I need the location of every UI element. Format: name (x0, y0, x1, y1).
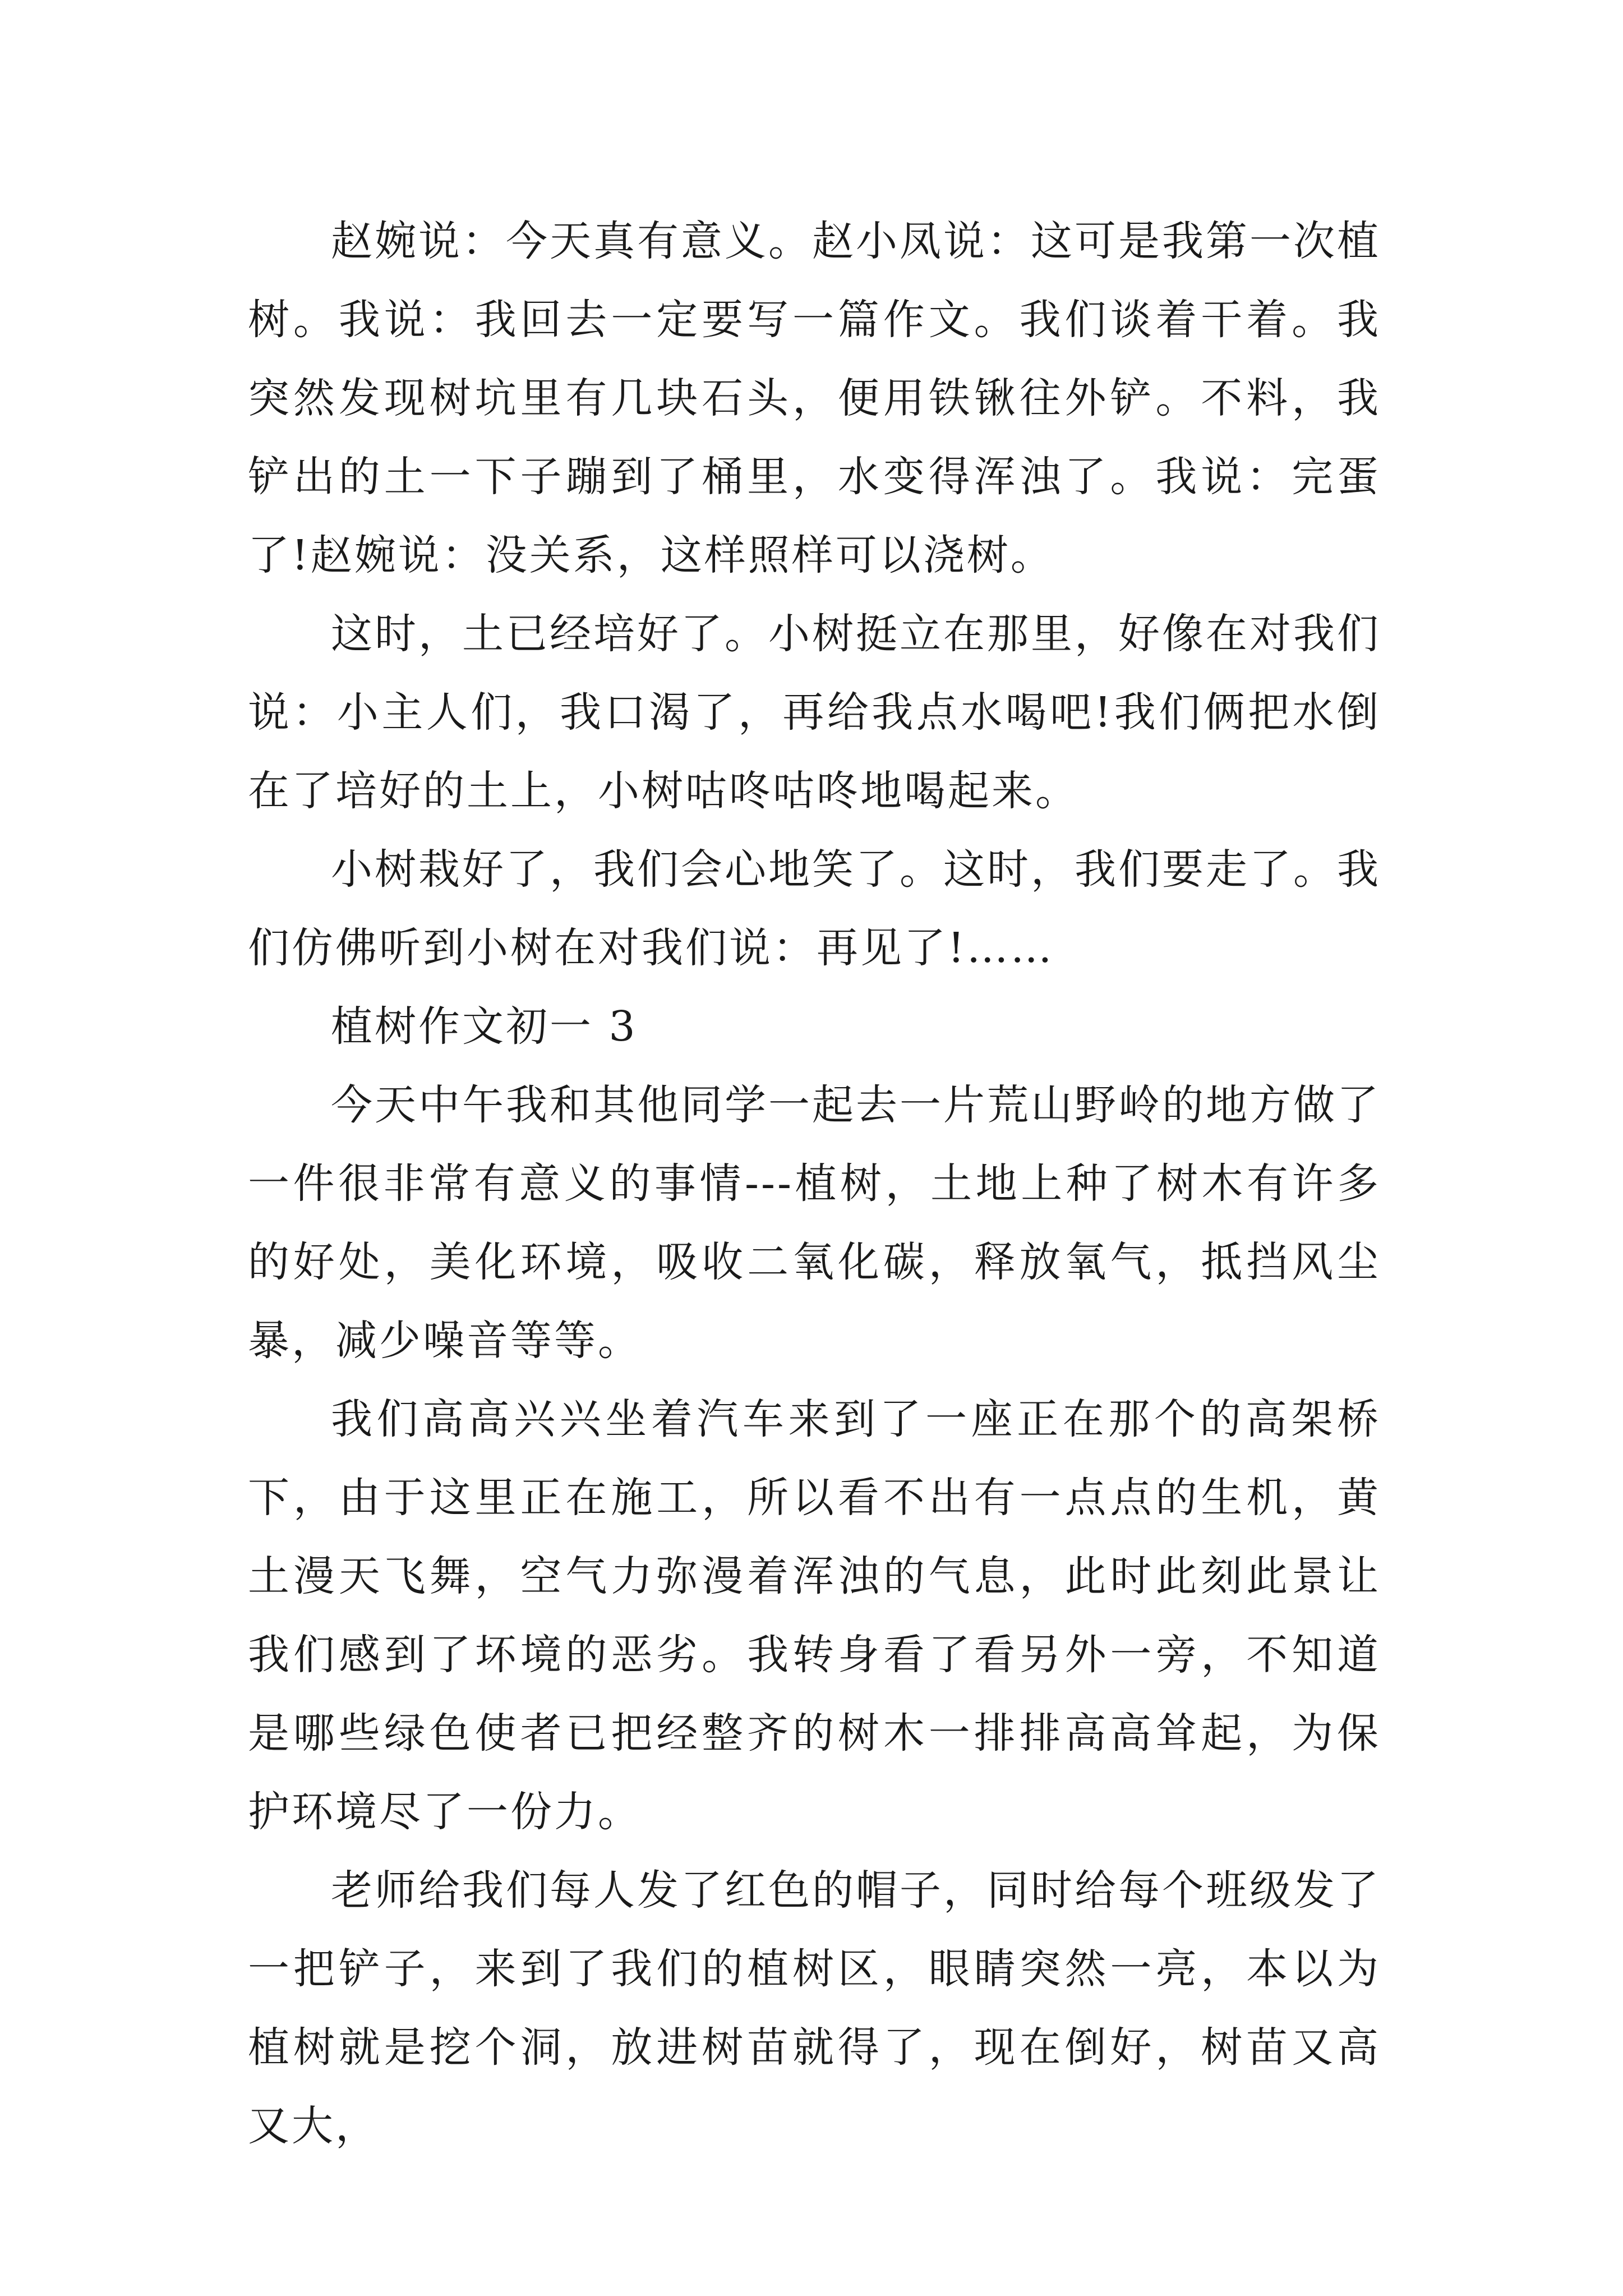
paragraph-teacher-tools: 老师给我们每人发了红色的帽子，同时给每个班级发了一把铲子，来到了我们的植树区，眼睛突然一亮，本以为植树就是挖个洞，放进树苗就得了，现在倒好，树苗又高又大， (248, 1866, 1381, 2150)
section-heading: 植树作文初一 3 (331, 1002, 638, 1051)
paragraph-tree-planted: 小树栽好了，我们会心地笑了。这时，我们要走了。我们仿佛听到小树在对我们说：再见了!…… (248, 845, 1381, 972)
paragraph-zhaowan-dialogue: 赵婉说：今天真有意义。赵小凤说：这可是我第一次植树。我说：我回去一定要写一篇作文。我们谈着干着。我突然发现树坑里有几块石头，便用铁锹往外铲。不料，我铲出的土一下子蹦到了桶里，水变得浑浊了。我说：完蛋了!赵婉说：没关系，这样照样可以浇树。 (248, 217, 1381, 579)
paragraph-soil-ready: 这时，土已经培好了。小树挺立在那里，好像在对我们说：小主人们，我口渴了，再给我点水喝吧!我们俩把水倒在了培好的土上，小树咕咚咕咚地喝起来。 (248, 610, 1381, 815)
document-body (248, 202, 1381, 2165)
paragraph-bridge-scene: 我们高高兴兴坐着汽车来到了一座正在那个的高架桥下，由于这里正在施工，所以看不出有一点点的生机，黄土漫天飞舞，空气力弥漫着浑浊的气息，此时此刻此景让我们感到了坏境的恶劣。我转身看了看另外一旁，不知道是哪些绿色使者已把经整齐的树木一排排高高耸起，为保护环境尽了一份力。 (248, 1395, 1381, 1836)
paragraph-noon-planting: 今天中午我和其他同学一起去一片荒山野岭的地方做了一件很非常有意义的事情---植树，土地上种了树木有许多的好处，美化环境，吸收二氧化碳，释放氧气，抵挡风尘暴，减少噪音等等。 (248, 1081, 1381, 1365)
